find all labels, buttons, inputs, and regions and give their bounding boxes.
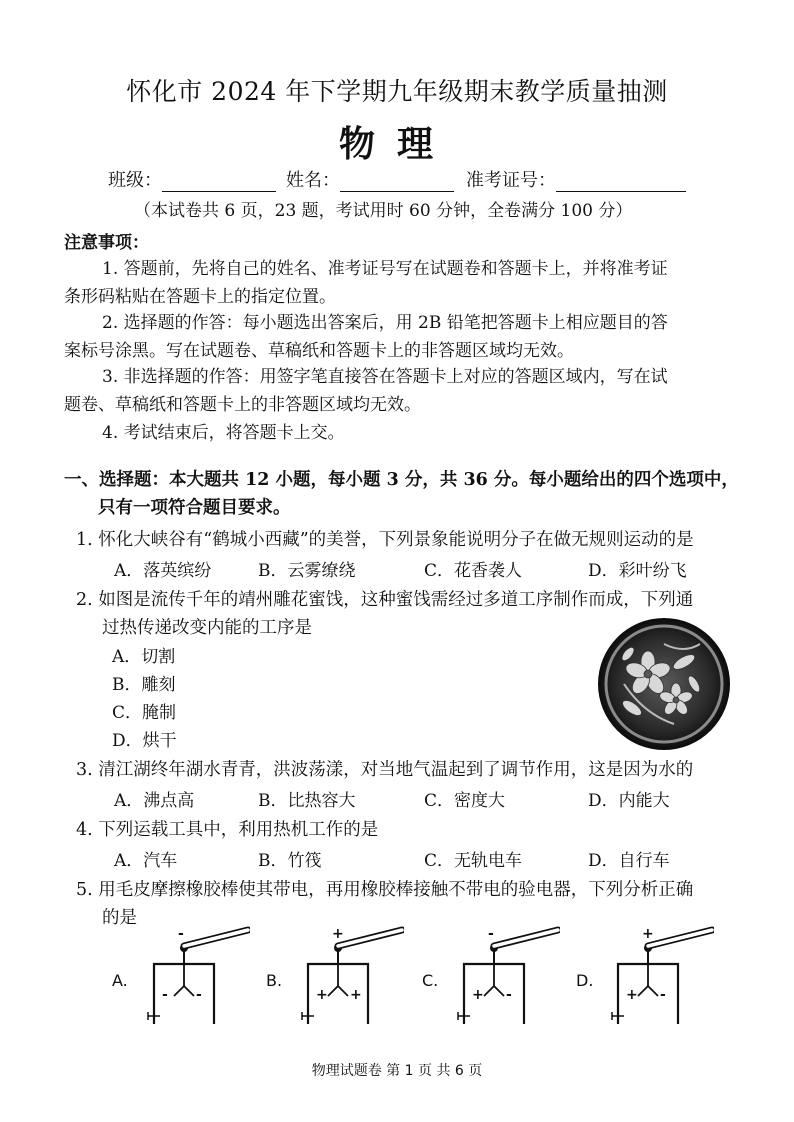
question-3: 3. 清江湖终年湖水青青，洪波荡漾，对当地气温起到了调节作用，这是因为水的 <box>76 760 694 780</box>
rod-charge: + <box>332 926 344 942</box>
charged-rod-inner <box>338 930 402 946</box>
q3-option-d: D．内能大 <box>588 791 670 811</box>
right-leaf-charge: - <box>506 987 512 1003</box>
class-blank <box>162 171 276 192</box>
note-line: 案标号涂黑。写在试题卷、草稿纸和答题卡上的非答题区域均无效。 <box>64 341 574 361</box>
left-leaf-charge: + <box>316 987 328 1003</box>
id-label: 准考证号： <box>466 170 556 191</box>
right-leaf-charge: - <box>196 987 202 1003</box>
page-footer: 物理试题卷 第 1 页 共 6 页 <box>311 1063 483 1079</box>
note-line: 3. 非选择题的作答：用签字笔直接答在答题卡上对应的答题区域内，写在试 <box>102 367 668 387</box>
electroscope-figure-c <box>420 924 560 1034</box>
figure-label: B. <box>266 971 283 990</box>
q1-option-d: D．彩叶纷飞 <box>588 561 687 581</box>
carved-candied-fruit-image <box>594 614 734 754</box>
q1-option-b: B．云雾缭绕 <box>258 561 356 581</box>
note-line: 条形码粘贴在答题卡上的指定位置。 <box>64 287 336 307</box>
section-heading-cont: 只有一项符合题目要求。 <box>98 498 291 518</box>
exam-title: 怀化市 2024 年下学期九年级期末教学质量抽测 <box>126 77 668 106</box>
rod-charge: - <box>488 926 494 942</box>
electroscope-figure-a <box>110 924 250 1034</box>
left-leaf-charge: + <box>626 987 638 1003</box>
section-heading: 一、选择题：本大题共 12 小题，每小题 3 分，共 36 分。每小题给出的四个选项中， <box>64 470 739 490</box>
question-2: 2. 如图是流传千年的靖州雕花蜜饯，这种蜜饯需经过多道工序制作而成，下列通 <box>76 590 694 610</box>
right-leaf <box>648 986 658 996</box>
note-line: 题卷、草稿纸和答题卡上的非答题区域均无效。 <box>64 395 421 415</box>
name-blank <box>340 171 454 192</box>
electroscope-svg <box>264 924 404 1030</box>
charged-rod-inner <box>184 930 248 946</box>
q2-option-a: A．切割 <box>112 647 176 667</box>
id-field <box>466 166 686 192</box>
note-line: 4. 考试结束后，将答题卡上交。 <box>102 423 345 443</box>
left-leaf <box>484 986 494 996</box>
note-line: 2. 选择题的作答：每小题选出答案后，用 2B 铅笔把答题卡上相应题目的答 <box>102 313 668 333</box>
question-2-cont: 过热传递改变内能的工序是 <box>102 618 312 638</box>
notes-heading: 注意事项： <box>64 233 149 253</box>
left-leaf-charge: + <box>472 987 484 1003</box>
charged-rod-inner <box>648 930 712 946</box>
q2-option-d: D．烘干 <box>112 731 177 751</box>
q2-option-b: B．雕刻 <box>112 675 176 695</box>
rod-charge: + <box>642 926 654 942</box>
charged-rod-inner <box>494 930 558 946</box>
right-leaf-charge: - <box>660 987 666 1003</box>
q3-option-b: B．比热容大 <box>258 791 356 811</box>
q1-option-c: C．花香袭人 <box>424 561 523 581</box>
electroscope-figure-b <box>264 924 404 1034</box>
electroscope-figures <box>0 924 794 1034</box>
electroscope-svg <box>420 924 560 1030</box>
left-leaf <box>328 986 338 996</box>
left-leaf <box>174 986 184 996</box>
class-field <box>108 166 276 192</box>
q4-option-b: B．竹筏 <box>258 851 322 871</box>
right-leaf <box>184 986 194 996</box>
q4-option-d: D．自行车 <box>588 851 670 871</box>
rod-charge: - <box>178 926 184 942</box>
q2-option-c: C．腌制 <box>112 703 177 723</box>
question-1: 1. 怀化大峡谷有“鹤城小西藏”的美誉，下列景象能说明分子在做无规则运动的是 <box>76 530 694 550</box>
left-leaf-charge: - <box>162 987 168 1003</box>
note-line: 1. 答题前，先将自己的姓名、准考证号写在试题卷和答题卡上，并将准考证 <box>102 259 668 279</box>
question-5-cont: 的是 <box>102 908 137 928</box>
electroscope-svg <box>110 924 250 1030</box>
right-leaf <box>338 986 348 996</box>
id-blank <box>556 171 686 192</box>
exam-meta: （本试卷共 6 页，23 题，考试用时 60 分钟，全卷满分 100 分） <box>134 201 633 221</box>
right-leaf-charge: + <box>350 987 362 1003</box>
class-label: 班级： <box>108 170 162 191</box>
question-4: 4. 下列运载工具中，利用热机工作的是 <box>76 820 379 840</box>
q4-option-c: C．无轨电车 <box>424 851 523 871</box>
electroscope-svg <box>574 924 714 1030</box>
q3-option-c: C．密度大 <box>424 791 506 811</box>
name-label: 姓名： <box>286 170 340 191</box>
subject-title: 物理 <box>338 123 455 165</box>
figure-label: C. <box>422 971 439 990</box>
q1-option-a: A．落英缤纷 <box>114 561 212 581</box>
q4-option-a: A．汽车 <box>114 851 178 871</box>
left-leaf <box>638 986 648 996</box>
figure-label: D. <box>576 971 594 990</box>
figure-label: A. <box>112 971 128 990</box>
electroscope-figure-d <box>574 924 714 1034</box>
q3-option-a: A．沸点高 <box>114 791 195 811</box>
right-leaf <box>494 986 504 996</box>
name-field <box>286 166 454 192</box>
question-5: 5. 用毛皮摩擦橡胶棒使其带电，再用橡胶棒接触不带电的验电器，下列分析正确 <box>76 880 694 900</box>
